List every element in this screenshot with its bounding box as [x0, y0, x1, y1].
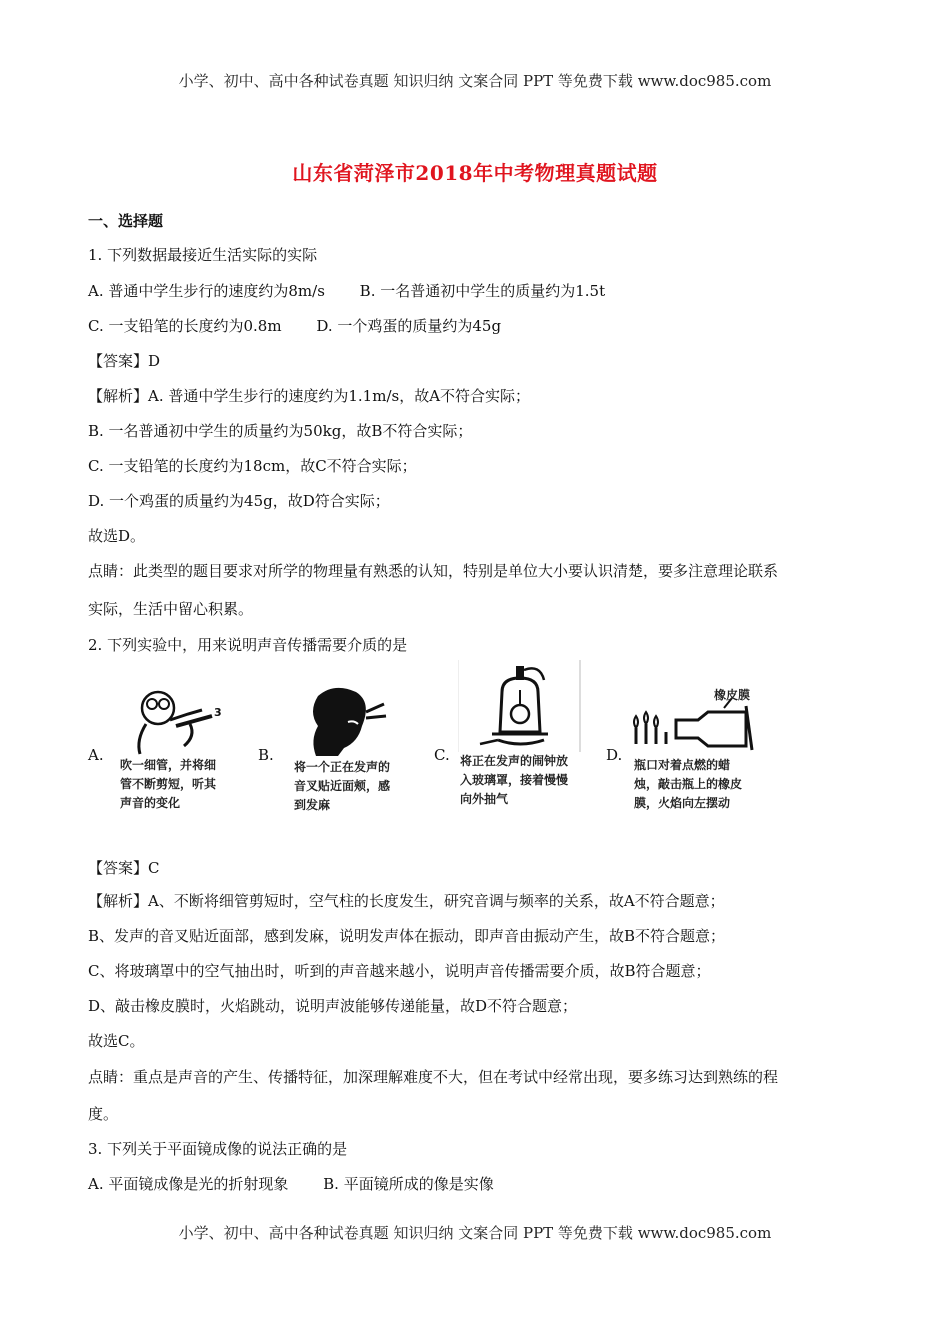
bell-jar-illustration	[458, 660, 582, 752]
q2-fig-c-label: C.	[434, 746, 450, 764]
q1-option-a: A. 普通中学生步行的速度约为8m/s	[88, 282, 325, 300]
q3-stem: 3. 下列关于平面镜成像的说法正确的是	[88, 1140, 348, 1158]
q1-options-row2	[88, 316, 501, 336]
q1-analysis-line: 【解析】A. 普通中学生步行的速度约为1.1m/s，故A不符合实际；	[88, 387, 531, 405]
q2-note-continued: 度。	[88, 1105, 119, 1123]
q2-analysis-line: B、发声的音叉贴近面部，感到发麻，说明发声体在振动，即声音由振动产生，故B不符合题意；	[88, 927, 726, 945]
q1-analysis-line: C. 一支铅笔的长度约为18cm，故C不符合实际；	[88, 457, 417, 475]
q2-figure-d	[628, 684, 768, 820]
q2-figure-b	[288, 682, 408, 820]
q2-figure-d-caption: 瓶口对着点燃的蜡烛，敲击瓶上的橡皮膜，火焰向左摆动	[634, 758, 743, 810]
section-heading: 一、选择题	[88, 212, 164, 230]
q1-stem: 1. 下列数据最接近生活实际的实际	[88, 246, 318, 264]
q2-figure-a	[116, 680, 236, 820]
q1-analysis-line: 故选D。	[88, 527, 146, 545]
q1-answer: 【答案】D	[88, 352, 161, 370]
q2-analysis-line: C、将玻璃罩中的空气抽出时，听到的声音越来越小，说明声音传播需要介质，故B符合题意；	[88, 962, 711, 980]
q2-figure-b-caption: 将一个正在发声的音叉贴近面颊，感到发麻	[294, 760, 391, 812]
page-header: 小学、初中、高中各种试卷真题 知识归纳 文案合同 PPT 等免费下载 www.doc985.com	[178, 72, 772, 90]
q2-stem: 2. 下列实验中，用来说明声音传播需要介质的是	[88, 636, 408, 654]
q1-analysis-line: D. 一个鸡蛋的质量约为45g，故D符合实际；	[88, 492, 390, 510]
q2-figure-a-caption: 吹一细管，并将细管不断剪短，听其声音的变化	[120, 758, 217, 810]
rubber-membrane-label: 橡皮膜	[714, 688, 751, 702]
q2-figure-c	[458, 660, 582, 820]
q2-fig-b-label: B.	[258, 746, 274, 764]
q2-note: 点睛：重点是声音的产生、传播特征，加深理解难度不大，但在考试中经常出现，要多练习达到熟练的程	[88, 1068, 779, 1086]
q1-analysis-line: B. 一名普通初中学生的质量约为50kg，故B不符合实际；	[88, 422, 473, 440]
q3-options-row1	[88, 1174, 494, 1194]
page-title: 山东省菏泽市2018年中考物理真题试题	[292, 161, 658, 185]
q1-options-row1	[88, 281, 605, 301]
person-blowing-tube-illustration	[116, 680, 236, 755]
svg-text:3: 3	[214, 706, 222, 719]
q2-analysis-line: 【解析】A、不断将细管剪短时，空气柱的长度发生，研究音调与频率的关系，故A不符合题意；	[88, 892, 725, 910]
q1-option-d: D. 一个鸡蛋的质量约为45g	[316, 317, 502, 335]
q2-analysis-line: 故选C。	[88, 1032, 145, 1050]
q2-figures	[88, 660, 788, 820]
q2-answer: 【答案】C	[88, 859, 160, 877]
tuning-fork-face-illustration	[288, 682, 408, 757]
q1-option-c: C. 一支铅笔的长度约为0.8m	[88, 317, 282, 335]
page-footer: 小学、初中、高中各种试卷真题 知识归纳 文案合同 PPT 等免费下载 www.doc985.com	[178, 1224, 772, 1242]
q2-figure-c-caption: 将正在发声的闹钟放入玻璃罩，接着慢慢向外抽气	[460, 754, 569, 806]
q2-fig-a-label: A.	[88, 746, 104, 764]
q1-note-continued: 实际，生活中留心积累。	[88, 600, 254, 618]
q3-option-b: B. 平面镜所成的像是实像	[323, 1175, 494, 1193]
q1-note: 点睛：此类型的题目要求对所学的物理量有熟悉的认知，特别是单位大小要认识清楚，要多注意理论联系	[88, 562, 779, 580]
q1-option-b: B. 一名普通初中学生的质量约为1.5t	[359, 282, 606, 300]
q3-option-a: A. 平面镜成像是光的折射现象	[88, 1175, 289, 1193]
q2-fig-d-label: D.	[606, 746, 623, 764]
q2-analysis-line: D、敲击橡皮膜时，火焰跳动，说明声波能够传递能量，故D不符合题意；	[88, 997, 578, 1015]
